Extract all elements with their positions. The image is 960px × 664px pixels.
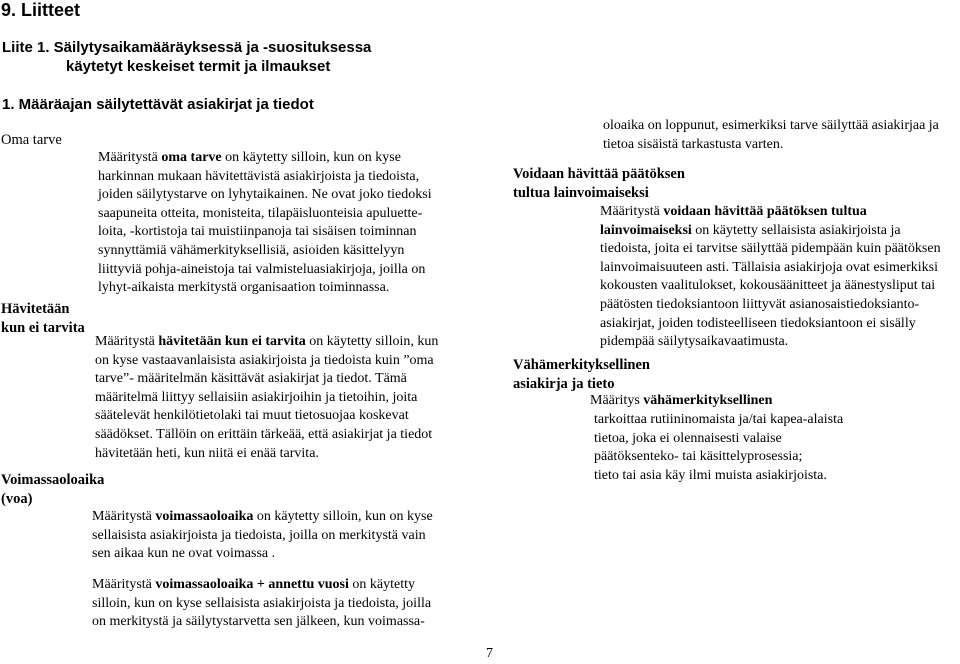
page-number: 7: [486, 646, 493, 661]
definition-first-line: Määritystä oma tarve on käytetty silloin, kun on kyse: [98, 150, 401, 165]
definition-first-line: Määritystä voimassaoloaika on käytetty silloin, kun on kyse: [92, 509, 433, 524]
definition-voimassaoloaika-annettu-vuosi: [92, 576, 431, 632]
definition-line: loita, -kortistoja tai muistiinpanoja tai sisäisen toiminnan: [98, 224, 417, 240]
page-heading: 9. Liitteet: [1, 0, 81, 20]
definition-line: sen aikaa kun ne ovat voimassa .: [92, 546, 276, 562]
definition-line: lainvoimaiseksi on käytetty sellaisista asiakirjoista ja: [600, 222, 901, 238]
definition-first-line: Määritystä voidaan hävittää päätöksen tultua: [600, 204, 867, 219]
definition-line: tarve”- määritelmän käsittävät asiakirjat ja tiedot. Tämä: [95, 371, 407, 387]
term-oma-tarve: Oma tarve: [1, 132, 62, 148]
definition-line: säädökset. Tällöin on erittäin tärkeää, että asiakirjat ja tiedot: [95, 426, 433, 442]
definition-line: joiden säilytystarve on lyhytaikainen. Ne ovat joko tiedoksi: [98, 187, 432, 203]
definition-vahamerkityksellinen: [590, 392, 772, 411]
definition-line: päätösten tiedoksiantoon liittyvät asianosaistiedoksianto-: [600, 296, 920, 312]
appendix-title: [2, 38, 371, 76]
continued-text: [603, 117, 939, 154]
definition-line: tiedoista, joita ei tarvitse säilyttää pidempään kuin päätöksen: [600, 241, 941, 257]
term-vahamerkityksellinen: Vähämerkityksellinen asiakirja ja tieto: [513, 357, 650, 392]
definition-line: hävitetään heti, kun niitä ei enää tarvita.: [95, 445, 319, 461]
definition-first-line: Määritys vähämerkityksellinen: [590, 393, 773, 408]
definition-first-line: Määritystä hävitetään kun ei tarvita on käytetty silloin, kun: [95, 334, 439, 349]
definition-voimassaoloaika: [92, 508, 433, 564]
definition-line: tarkoittaa rutiininomaista ja/tai kapea-alaista: [594, 412, 844, 427]
definition-line: synnyttämiä vähämerkityksellisiä, asioiden käsittelyyn: [98, 242, 405, 258]
definition-line: oloaika on loppunut, esimerkiksi tarve säilyttää asiakirjaa ja: [603, 118, 939, 133]
definition-line: säätelevät henkilötietolaki tai muut tietosuojaa koskevat: [95, 408, 409, 424]
definition-line: on merkitystä ja säilytystarvetta sen jälkeen, kun voimassa-: [92, 614, 425, 630]
definition-line: silloin, kun on kyse sellaisista asiakirjoista ja tiedoista, joilla: [92, 595, 432, 611]
term-voidaan-havittaa: Voidaan hävittää päätöksen tultua lainvoimaiseksi: [513, 166, 685, 201]
definition-oma-tarve: [98, 149, 432, 298]
definition-line: kokousten vaalitulokset, kokousäänitteet ja äänestysliput tai: [600, 278, 936, 294]
appendix-title-line-1: Liite 1. Säilytysaikamääräyksessä ja -suosituksessa: [2, 39, 372, 56]
definition-first-line: Määritystä voimassaoloaika + annettu vuosi on käytetty: [92, 577, 415, 592]
definition-line: lainvoimaisuuteen asti. Tällaisia asiakirjoja ovat esimerkiksi: [600, 259, 938, 275]
definition-line: on kyse vastaavanlaisista asiakirjoista ja tiedoista kuin ”oma: [95, 352, 434, 368]
definition-line: pidempää säilytysaikavaatimusta.: [600, 334, 789, 350]
definition-line: määritelmä liittyy sellaisiin asiakirjoihin ja tietoihin, joita: [95, 389, 418, 405]
term-voimassaoloaika: Voimassaoloaika (voa): [1, 472, 105, 507]
appendix-title-line-2: käytetyt keskeiset termit ja ilmaukset: [66, 58, 331, 75]
definition-line: asiakirjat, joiden todisteelliseen tiedoksiantoon ei sisälly: [600, 315, 916, 331]
definition-line: liittyviä pohja-aineistoja tai valmisteluasiakirjoja, joilla on: [98, 261, 426, 277]
section-title: 1. Määräajan säilytettävät asiakirjat ja tiedot: [2, 96, 314, 113]
definition-vahamerkityksellinen-body: [594, 411, 843, 485]
definition-havitetaan-kun-ei-tarvita: [95, 333, 438, 463]
term-havitetaan-kun-ei-tarvita: Hävitetään kun ei tarvita: [1, 301, 85, 336]
definition-line: sellaisista asiakirjoista ja tiedoista, joilla on merkitystä vain: [92, 527, 426, 543]
definition-line: harkinnan mukaan hävitettävistä asiakirjoista ja tiedoista,: [98, 168, 420, 184]
definition-line: päätöksenteko- tai käsittelyprosessia;: [594, 449, 803, 465]
definition-voidaan-havittaa: [600, 203, 941, 352]
definition-line: tieto tai asia käy ilmi muista asiakirjoista.: [594, 467, 827, 483]
definition-line: tietoa, joka ei olennaisesti valaise: [594, 430, 782, 446]
definition-line: lyhyt-aikaista merkitystä organisaation toiminnassa.: [98, 280, 390, 296]
definition-line: saapuneita otteita, monisteita, tilapäisluonteisia apuluette-: [98, 205, 423, 221]
definition-line: tietoa sisäistä tarkastusta varten.: [603, 136, 784, 152]
